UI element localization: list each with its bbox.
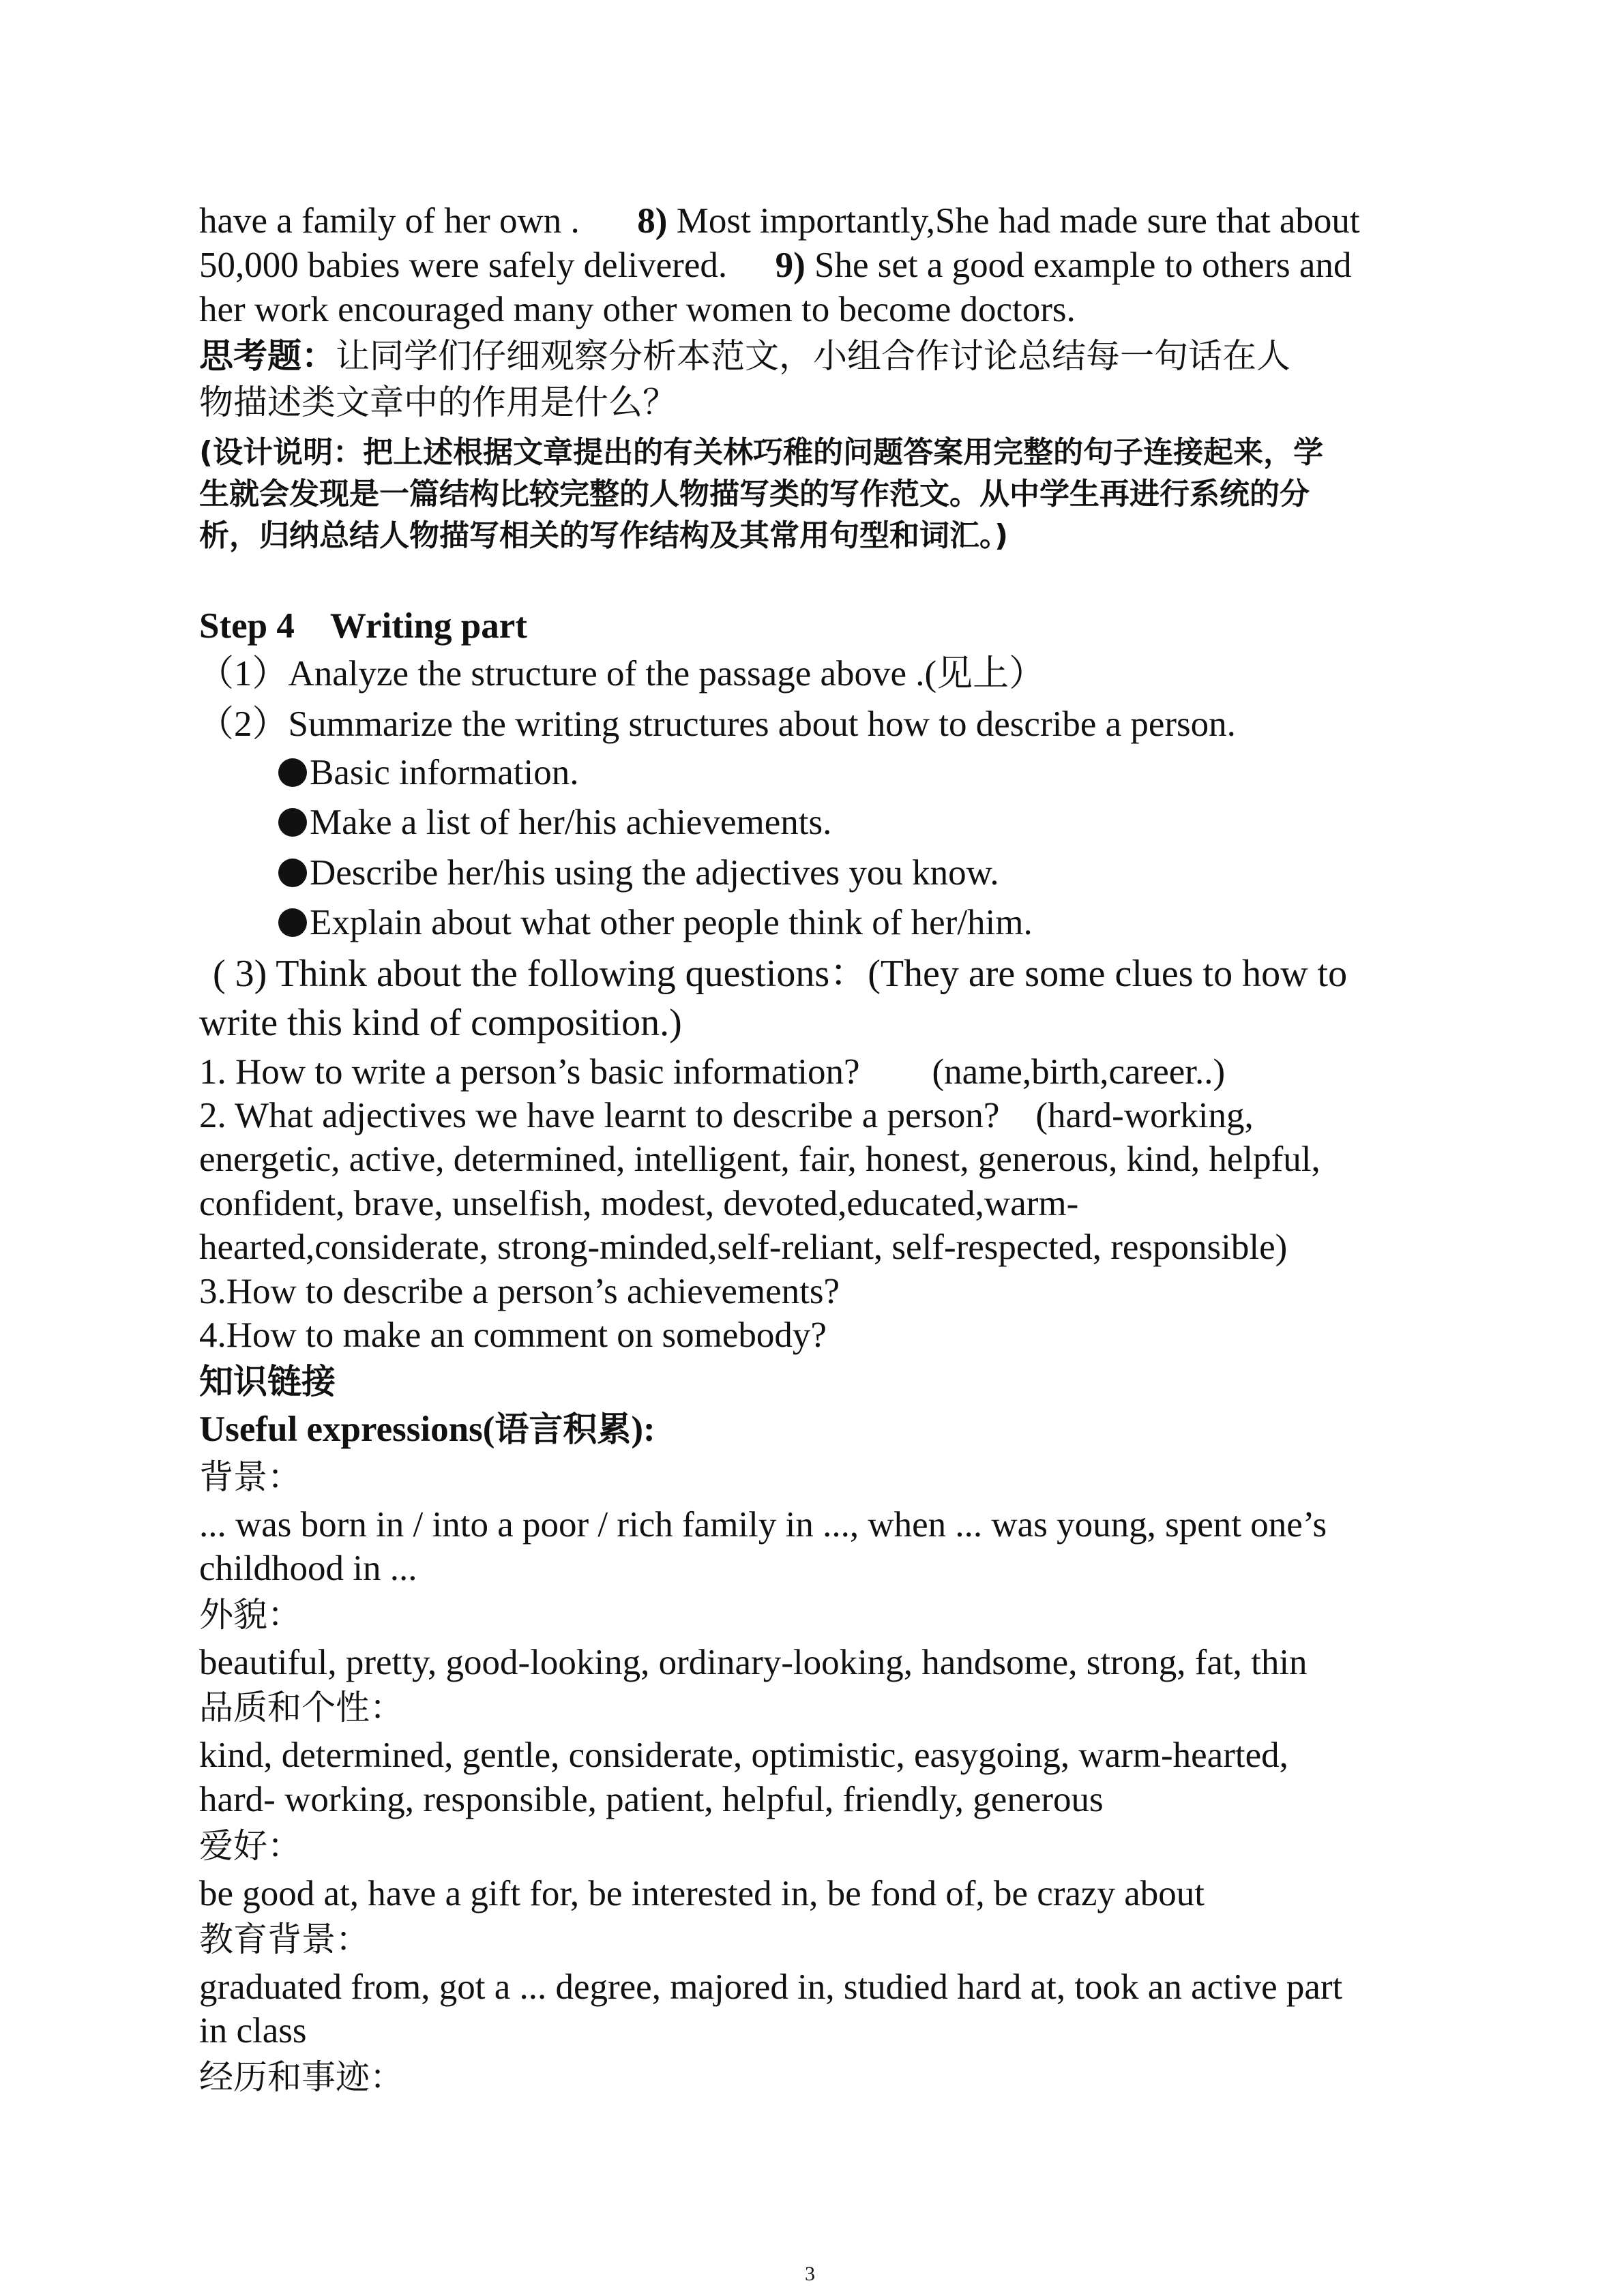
character-label: 品质和个性： — [199, 1688, 404, 1727]
thinking-question-line-2: 物描述类文章中的作用是什么？ — [199, 383, 677, 422]
step4-item-2: （2）Summarize the writing structures about how to describe a person. — [198, 704, 1236, 744]
character-line-2: hard- working, responsible, patient, helpful, friendly, generous — [199, 1780, 1104, 1819]
bullet-item: Describe her/his using the adjectives you know. — [278, 851, 999, 895]
thinking-label: 思考题： — [199, 336, 336, 376]
background-line-2: childhood in ... — [199, 1549, 417, 1588]
design-note-line-3: 析，归纳总结人物描写相关的写作结构及其常用句型和词汇。) — [199, 518, 1009, 553]
appearance-text: beautiful, pretty, good-looking, ordinary-looking, handsome, strong, fat, thin — [199, 1643, 1308, 1682]
design-note-line-2: 生就会发现是一篇结构比较完整的人物描写类的写作范文。从中学生再进行系统的分 — [199, 477, 1310, 511]
question-2-line-4: hearted,considerate, strong-minded,self-reliant, self-respected, responsible) — [199, 1227, 1288, 1267]
intro-text: have a family of her own . — [199, 201, 580, 241]
thinking-text: 让同学们仔细观察分析本范文，小组合作讨论总结每一句话在人 — [336, 336, 1290, 376]
bullet-dot-icon — [278, 808, 307, 837]
sentence-number: 8) — [637, 201, 668, 241]
step4-item-3-line-2: write this kind of composition.) — [199, 1002, 682, 1044]
question-1: 1. How to write a person’s basic information? (name,birth,career..) — [199, 1052, 1226, 1092]
background-label: 背景： — [199, 1457, 301, 1497]
bullet-item: Basic information. — [278, 751, 578, 794]
bullet-item: Explain about what other people think of her/him. — [278, 901, 1033, 944]
step4-item-1: （1）Analyze the structure of the passage above .(见上） — [198, 654, 1046, 694]
intro-line-1 — [199, 199, 1360, 243]
background-line-1: ... was born in / into a poor / rich family in ..., when ... was young, spent one’s — [199, 1505, 1327, 1545]
bullet-dot-icon — [278, 758, 307, 787]
education-line-2: in class — [199, 2011, 307, 2051]
question-4: 4.How to make an comment on somebody? — [199, 1315, 827, 1355]
hobby-text: be good at, have a gift for, be interested in, be fond of, be crazy about — [199, 1874, 1205, 1913]
thinking-question-line-1 — [199, 334, 1290, 378]
bullet-item: Make a list of her/his achievements. — [278, 801, 831, 844]
page-number: 3 — [805, 2263, 815, 2285]
education-label: 教育背景： — [199, 1920, 370, 1959]
step4-heading: Step 4 Writing part — [199, 606, 527, 646]
question-2-line-3: confident, brave, unselfish, modest, devoted,educated,warm- — [199, 1184, 1079, 1223]
intro-text: She set a good example to others and — [805, 245, 1352, 285]
experience-label: 经历和事迹： — [199, 2057, 404, 2097]
sentence-number: 9) — [775, 245, 806, 285]
design-note-line-1: (设计说明：把上述根据文章提出的有关林巧稚的问题答案用完整的句子连接起来，学 — [199, 435, 1324, 470]
intro-line-2 — [199, 243, 1351, 287]
education-line-1: graduated from, got a ... degree, majored in, studied hard at, took an active part — [199, 1967, 1343, 2007]
useful-expressions-heading: Useful expressions(语言积累): — [199, 1410, 655, 1449]
intro-text: 50,000 babies were safely delivered. — [199, 245, 728, 285]
hobby-label: 爱好： — [199, 1826, 301, 1866]
bullet-dot-icon — [278, 908, 307, 937]
intro-line-3: her work encouraged many other women to become doctors. — [199, 290, 1076, 329]
question-3: 3.How to describe a person’s achievements? — [199, 1272, 840, 1311]
step4-item-3-line-1: ( 3) Think about the following questions：(They are some clues to how to — [213, 953, 1348, 995]
question-2-line-2: energetic, active, determined, intelligent, fair, honest, generous, kind, helpful, — [199, 1139, 1320, 1179]
question-2-line-1: 2. What adjectives we have learnt to describe a person? (hard-working, — [199, 1096, 1254, 1135]
bullet-dot-icon — [278, 859, 307, 887]
appearance-label: 外貌： — [199, 1595, 301, 1635]
character-line-1: kind, determined, gentle, considerate, optimistic, easygoing, warm-hearted, — [199, 1735, 1288, 1775]
intro-text: Most importantly,She had made sure that about — [667, 201, 1360, 241]
knowledge-heading: 知识链接 — [199, 1362, 336, 1401]
